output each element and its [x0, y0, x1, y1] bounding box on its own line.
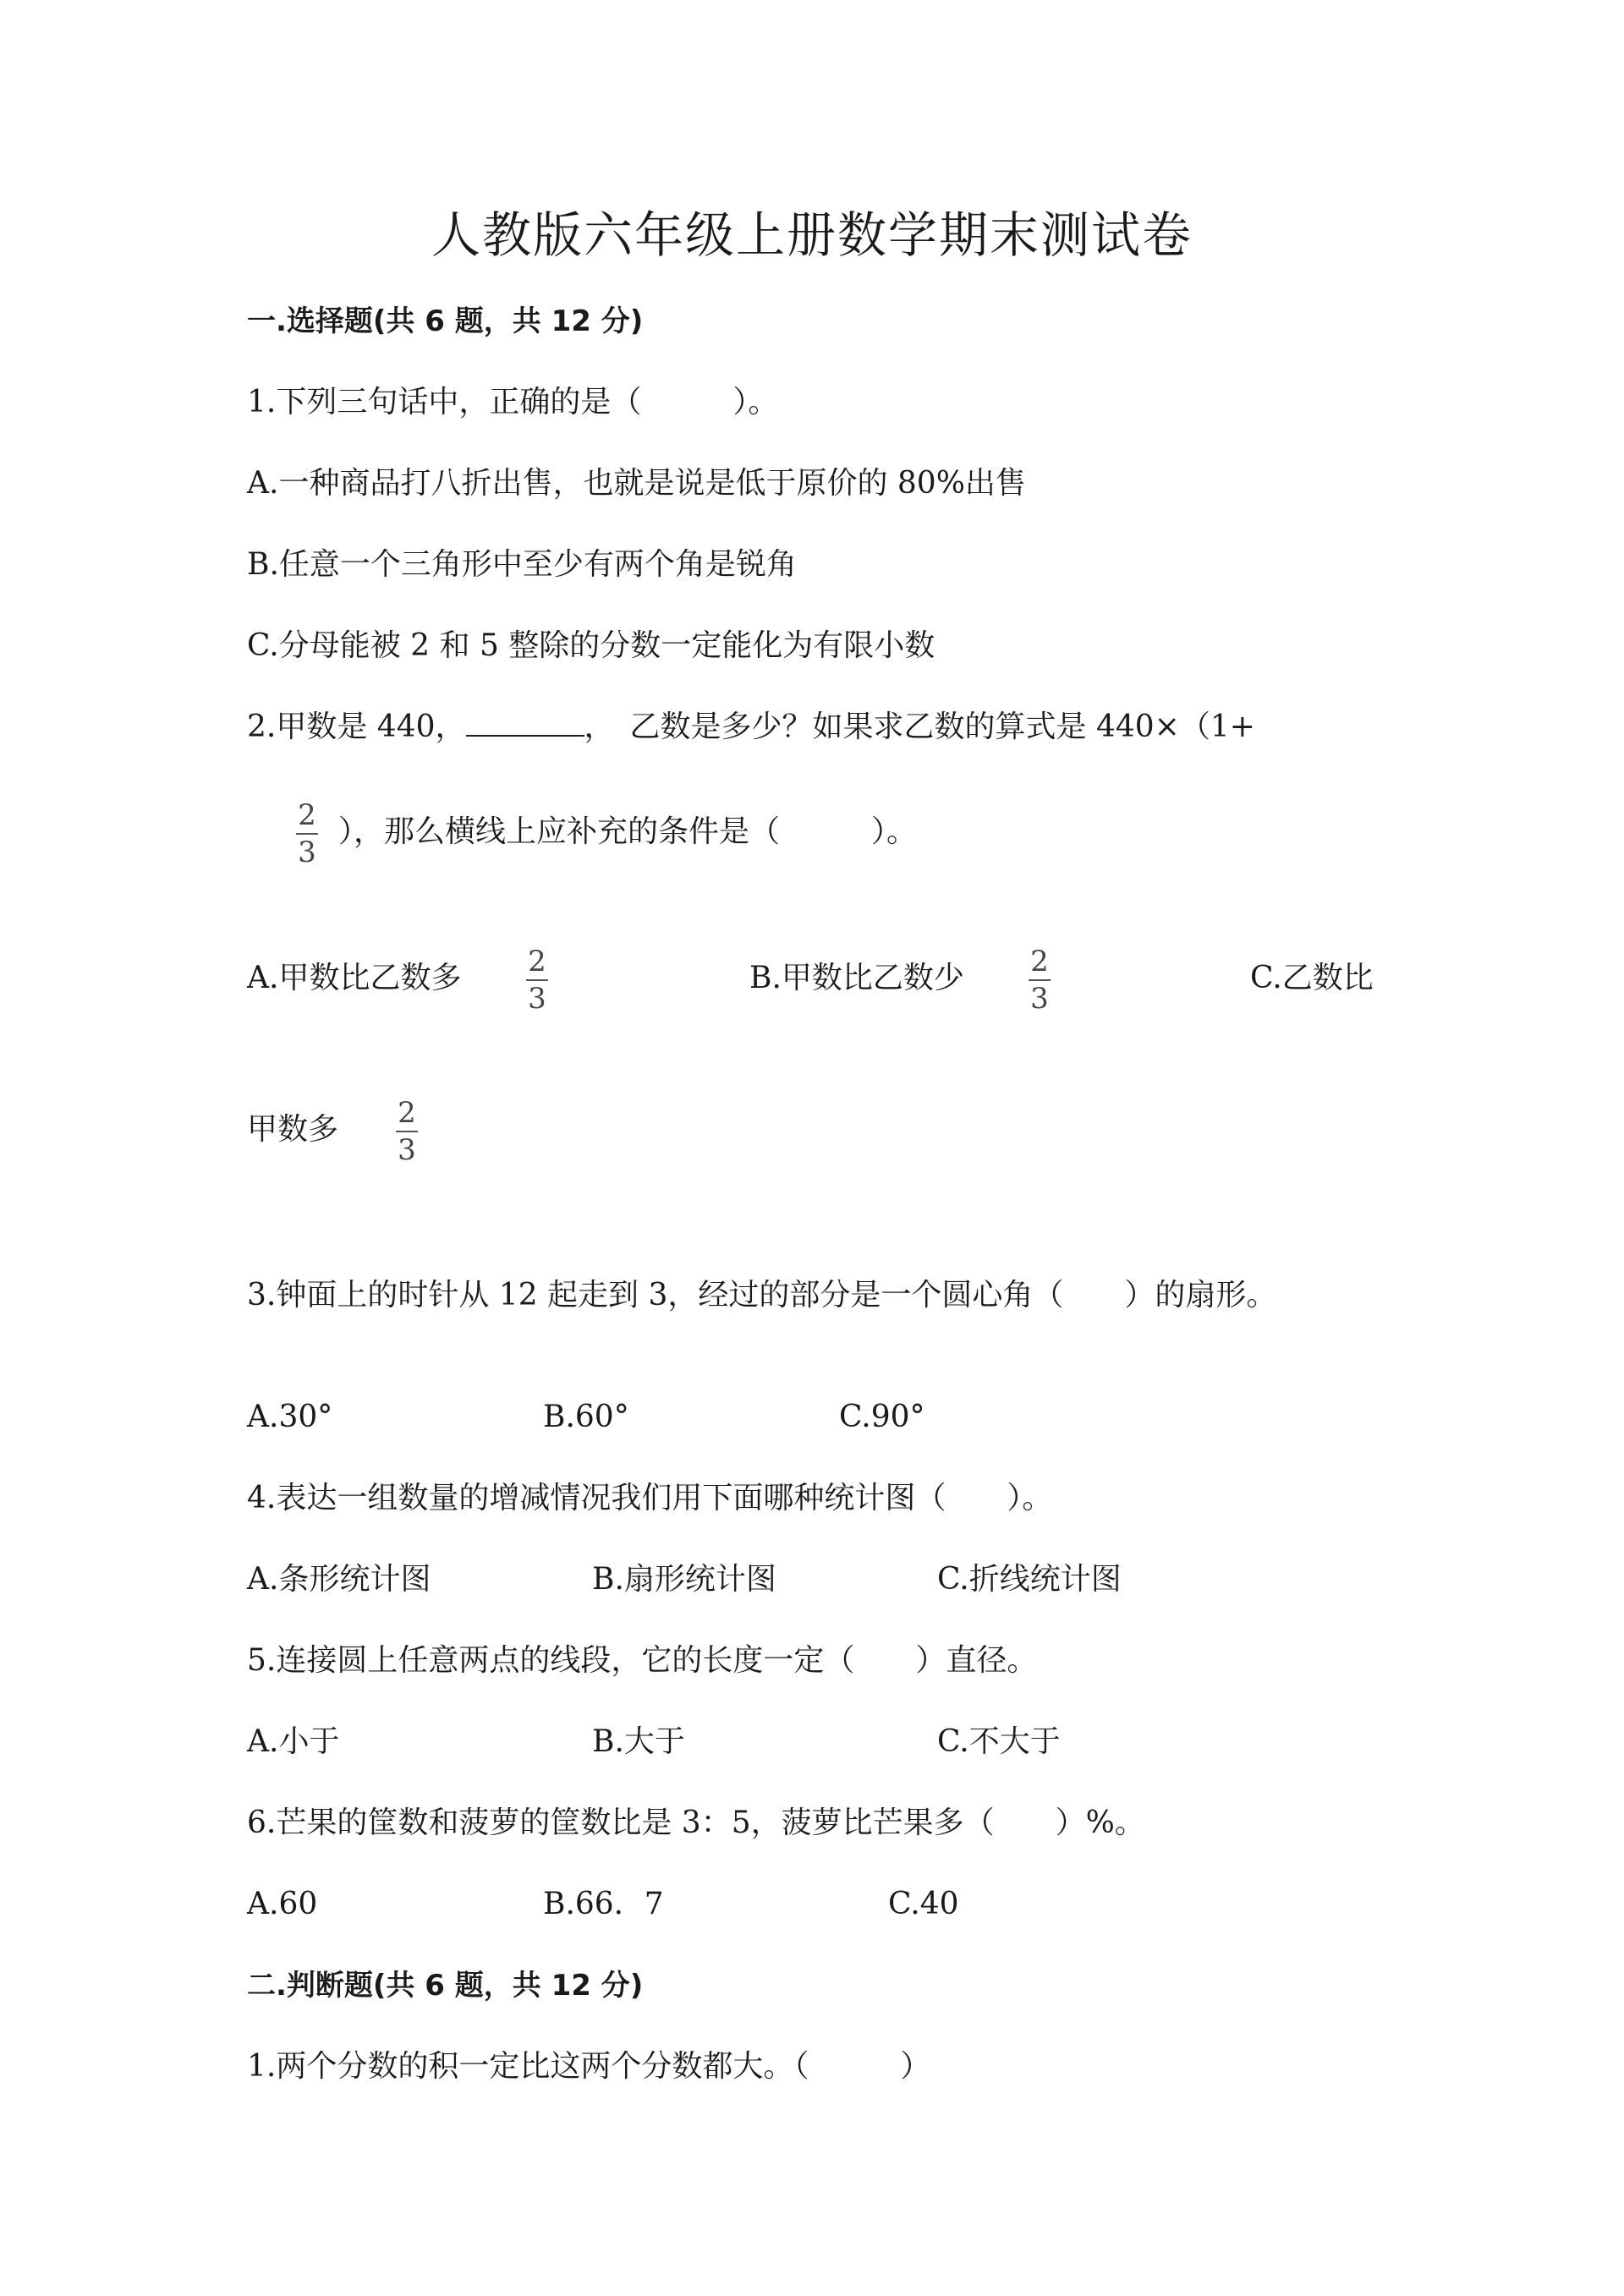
fraction-numerator: 2: [1030, 945, 1049, 978]
fraction-two-thirds: [1029, 945, 1051, 1015]
question-2-stem-part2: ， 乙数是多少？如果求乙数的算式是 440×（1+: [584, 710, 1255, 744]
fraction-two-thirds: [396, 1097, 418, 1166]
question-1-option-c: C.分母能被 2 和 5 整除的分数一定能化为有限小数: [247, 628, 935, 663]
question-3-option-b: B.60°: [543, 1400, 629, 1434]
question-4-option-b: B.扇形统计图: [592, 1562, 776, 1597]
question-5-stem: 5.连接圆上任意两点的线段，它的长度一定（ ）直径。: [247, 1643, 1038, 1678]
question-5-option-c: C.不大于: [937, 1724, 1061, 1759]
fraction-denominator: 3: [1030, 982, 1049, 1016]
fraction-bar: [1029, 979, 1051, 981]
question-3-option-a: A.30°: [247, 1400, 333, 1434]
question-6-option-c: C.40: [888, 1887, 959, 1921]
question-6-stem: 6.芒果的筐数和菠萝的筐数比是 3：5，菠萝比芒果多（ ）%。: [247, 1806, 1145, 1840]
question-2-option-c-part1: C.乙数比: [1250, 961, 1374, 995]
section-heading-judgement: 二.判断题(共 6 题，共 12 分): [247, 1969, 644, 2003]
fraction-numerator: 2: [298, 798, 316, 832]
fraction-bar: [526, 979, 548, 981]
fraction-numerator: 2: [528, 945, 546, 978]
fraction-two-thirds: [526, 945, 548, 1015]
question-3-stem: 3.钟面上的时针从 12 起走到 3，经过的部分是一个圆心角（ ）的扇形。: [247, 1278, 1277, 1312]
question-1-option-a: A.一种商品打八折出售，也就是说是低于原价的 80%出售: [247, 466, 1026, 501]
question-5-option-a: A.小于: [247, 1724, 340, 1759]
fraction-two-thirds: [296, 799, 318, 869]
question-1-stem: 1.下列三句话中，正确的是（ ）。: [247, 385, 779, 419]
question-6-option-a: A.60: [247, 1887, 318, 1921]
page-title: 人教版六年级上册数学期末测试卷: [431, 206, 1193, 264]
question-1-option-b: B.任意一个三角形中至少有两个角是锐角: [247, 547, 797, 582]
fraction-bar: [296, 833, 318, 835]
question-2-option-c-part2: 甲数多: [247, 1112, 339, 1147]
question-4-stem: 4.表达一组数量的增减情况我们用下面哪种统计图（ ）。: [247, 1481, 1053, 1515]
question-2-option-b: B.甲数比乙数少: [749, 961, 964, 995]
fraction-denominator: 3: [298, 836, 316, 869]
judgement-1-stem: 1.两个分数的积一定比这两个分数都大。（ ）: [247, 2049, 931, 2084]
question-6-option-b: B.66．7: [543, 1887, 664, 1921]
question-5-option-b: B.大于: [592, 1724, 685, 1759]
question-4-option-c: C.折线统计图: [937, 1562, 1122, 1597]
fraction-numerator: 2: [398, 1096, 416, 1130]
fraction-denominator: 3: [398, 1133, 416, 1167]
question-2-stem: [247, 707, 1255, 748]
question-2-stem-line2: ），那么横线上应补充的条件是（ ）。: [338, 814, 918, 849]
fraction-denominator: 3: [528, 982, 546, 1016]
fill-in-blank: [466, 710, 584, 737]
fraction-bar: [396, 1131, 418, 1132]
question-4-option-a: A.条形统计图: [247, 1562, 431, 1597]
question-2-stem-part1: 2.甲数是 440，: [247, 710, 466, 744]
question-3-option-c: C.90°: [839, 1400, 925, 1434]
section-heading-choice: 一.选择题(共 6 题，共 12 分): [247, 304, 644, 338]
question-2-option-a: A.甲数比乙数多: [247, 961, 462, 995]
